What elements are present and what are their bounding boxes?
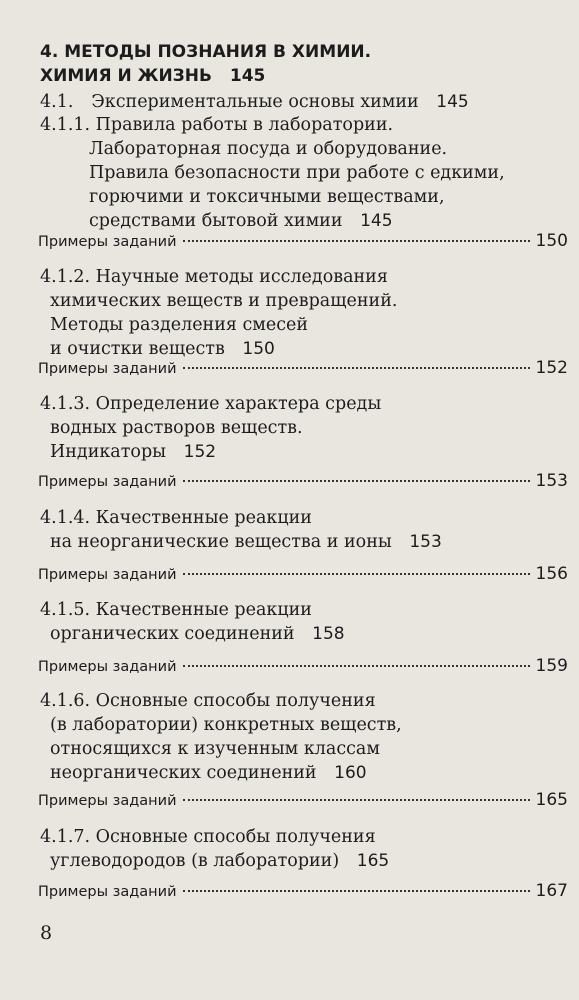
page-number: 150 xyxy=(535,231,568,251)
page-number: 145 xyxy=(436,92,469,112)
page-number: 165 xyxy=(535,790,568,810)
page-number: 165 xyxy=(356,851,390,871)
page-number: 153 xyxy=(535,471,568,491)
page-number: 150 xyxy=(242,339,275,359)
toc-examples-5: Примеры заданий 159 xyxy=(38,656,568,676)
page-number: 158 xyxy=(312,624,345,644)
page-number: 156 xyxy=(535,564,568,584)
leader-dots xyxy=(183,367,530,369)
toc-examples-6: Примеры заданий 165 xyxy=(38,790,568,810)
toc-section-4-1-1: 4.1.1. Правила работы в лаборатории. Лабораторная посуда и оборудование. Правила безопасности при работе с едкими, горючими и токсичными веществами, средствами бытовой химии 145 xyxy=(40,115,505,231)
page-number: 145 xyxy=(360,211,393,231)
leader-dots xyxy=(183,573,530,575)
toc-section-4-1-7: 4.1.7. Основные способы получения углеводородов (в лаборатории) 165 xyxy=(40,827,390,871)
section-number: 4.1. xyxy=(40,92,74,112)
leader-dots xyxy=(183,890,530,892)
page-number: 167 xyxy=(535,881,568,901)
toc-section-4-1 xyxy=(40,90,568,114)
page-number: 160 xyxy=(334,763,367,783)
toc-chapter-4 xyxy=(40,40,568,88)
toc-examples-1: Примеры заданий 150 xyxy=(38,231,568,251)
toc-section-4-1-5: 4.1.5. Качественные реакции органических соединений 158 xyxy=(40,600,345,644)
leader-dots xyxy=(183,480,530,482)
leader-dots xyxy=(183,240,530,242)
toc-section-4-1-4: 4.1.4. Качественные реакции на неорганические вещества и ионы 153 xyxy=(40,508,442,552)
page-folio: 8 xyxy=(40,922,53,944)
leader-dots xyxy=(183,665,530,667)
chapter-title-line-1: 4. МЕТОДЫ ПОЗНАНИЯ В ХИМИИ. xyxy=(40,42,372,62)
toc-section-4-1-2: 4.1.2. Научные методы исследования химических веществ и превращений. Методы разделения смесей и очистки веществ 150 xyxy=(40,267,398,359)
toc-examples-3: Примеры заданий 153 xyxy=(38,471,568,491)
page-number: 153 xyxy=(409,532,442,552)
chapter-title-line-2: ХИМИЯ И ЖИЗНЬ 145 xyxy=(40,66,266,86)
toc-section-4-1-6: 4.1.6. Основные способы получения (в лаборатории) конкретных веществ, относящихся к изученным классам неорганических соединений 160 xyxy=(40,691,402,783)
page-number: 152 xyxy=(183,442,217,462)
toc-examples-7: Примеры заданий 167 xyxy=(38,881,568,901)
toc-examples-2: Примеры заданий 152 xyxy=(38,358,568,378)
leader-dots xyxy=(183,799,530,801)
page-number: 159 xyxy=(535,656,568,676)
page-number: 145 xyxy=(229,66,266,86)
page-number: 152 xyxy=(535,358,568,378)
toc-examples-4: Примеры заданий 156 xyxy=(38,564,568,584)
toc-section-4-1-3: 4.1.3. Определение характера среды водных растворов веществ. Индикаторы 152 xyxy=(40,394,382,462)
section-title: Экспериментальные основы химии xyxy=(91,92,419,112)
